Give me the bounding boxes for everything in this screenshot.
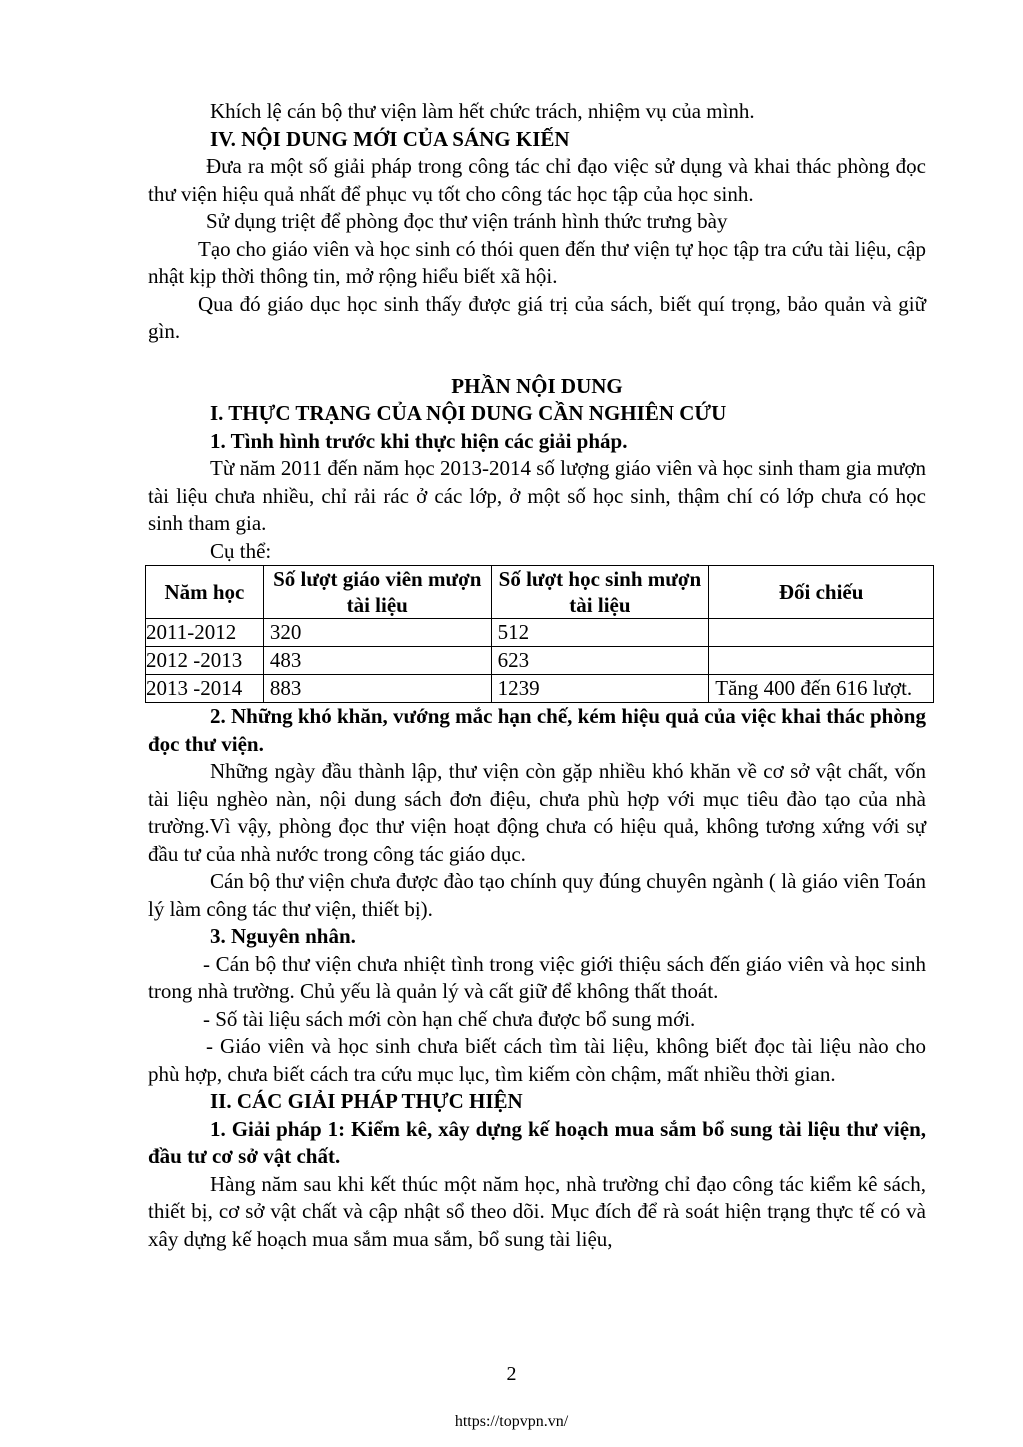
subsection-2-paragraph-2: Cán bộ thư viện chưa được đào tạo chính quy đúng chuyên ngành ( là giáo viên Toán lý làm công tác thư viện, thiết bị). bbox=[148, 869, 926, 921]
table-cell bbox=[709, 619, 934, 647]
subsection-heading-2: 2. Những khó khăn, vướng mắc hạn chế, kém hiệu quả của việc khai thác phòng đọc thư viện. bbox=[148, 704, 926, 756]
subsection-1-paragraph-1: Từ năm 2011 đến năm học 2013-2014 số lượng giáo viên và học sinh tham gia mượn tài liệu chưa nhiều, chỉ rải rác ở các lớp, ở một số học sinh, thậm chí có lớp chưa có học sinh tham gia. bbox=[148, 456, 926, 535]
intro-paragraph-5: Qua đó giáo dục học sinh thấy được giá trị của sách, biết quí trọng, bảo quản và giữ gìn. bbox=[148, 291, 926, 343]
table-row bbox=[146, 619, 934, 647]
table-cell: 2011-2012 bbox=[146, 619, 264, 647]
document-body bbox=[148, 98, 926, 1253]
subsection-3-paragraph-1: - Cán bộ thư viện chưa nhiệt tình trong việc giới thiệu sách đến giáo viên và học sinh trong nhà trường. Chủ yếu là quản lý và cất giữ để không thất thoát. bbox=[148, 951, 926, 1003]
table-cell: 883 bbox=[263, 675, 491, 703]
footer-url: https://topvpn.vn/ bbox=[454, 1413, 569, 1430]
table-row bbox=[146, 647, 934, 675]
intro-paragraph-2: Đưa ra một số giải pháp trong công tác chỉ đạo việc sử dụng và khai thác phòng đọc thư viện hiệu quả nhất để phục vụ tốt cho công tác học tập của học sinh. bbox=[148, 154, 926, 206]
subsection-3-paragraph-2: - Số tài liệu sách mới còn hạn chế chưa được bổ sung mới. bbox=[203, 1006, 696, 1031]
table-cell: 2012 -2013 bbox=[146, 647, 264, 675]
blank-line bbox=[148, 346, 926, 373]
intro-paragraph-3: Sử dụng triệt để phòng đọc thư viện tránh hình thức trưng bày bbox=[206, 209, 728, 233]
page-number: 2 bbox=[506, 1363, 517, 1385]
section-heading-iv: IV. NỘI DUNG MỚI CỦA SÁNG KIẾN bbox=[210, 126, 570, 151]
table-header-cell: Đối chiếu bbox=[709, 566, 934, 619]
table-cell: Tăng 400 đến 616 lượt. bbox=[709, 675, 934, 703]
table-cell: 512 bbox=[491, 619, 709, 647]
subsection-heading-1: 1. Tình hình trước khi thực hiện các giải pháp. bbox=[210, 428, 628, 453]
subsection-2-paragraph-1: Những ngày đầu thành lập, thư viện còn gặp nhiều khó khăn về cơ sở vật chất, vốn tài liệu nghèo nàn, nội dung sách đơn điệu, chưa phù hợp với mục tiêu đào tạo của nhà trường.Vì vậy, phòng đọc thư viện hoạt động chưa có hiệu quả, không tương xứng với sự đầu tư của nhà nước trong công tác giáo dục. bbox=[148, 759, 926, 866]
table-header-cell: Năm học bbox=[146, 566, 264, 619]
table-cell bbox=[709, 647, 934, 675]
table-cell: 483 bbox=[263, 647, 491, 675]
solution-1-heading: 1. Giải pháp 1: Kiểm kê, xây dựng kế hoạch mua sắm bổ sung tài liệu thư viện, đầu tư cơ sở vật chất. bbox=[148, 1116, 926, 1168]
table-header-row bbox=[146, 566, 934, 619]
table-header-cell: Số lượt giáo viên mượn tài liệu bbox=[263, 566, 491, 619]
table-cell: 1239 bbox=[491, 675, 709, 703]
part-title: PHẦN NỘI DUNG bbox=[451, 373, 623, 398]
statistics-table bbox=[145, 565, 934, 703]
section-heading-ii: II. CÁC GIẢI PHÁP THỰC HIỆN bbox=[210, 1089, 523, 1113]
table-header-cell: Số lượt học sinh mượn tài liệu bbox=[491, 566, 709, 619]
table-cell: 320 bbox=[263, 619, 491, 647]
subsection-3-paragraph-3: - Giáo viên và học sinh chưa biết cách tìm tài liệu, không biết đọc tài liệu nào cho phù hợp, chưa biết cách tra cứu mục lục, tìm kiếm còn chậm, mất nhiều thời gian. bbox=[148, 1034, 926, 1086]
solution-1-paragraph-1: Hàng năm sau khi kết thúc một năm học, nhà trường chỉ đạo công tác kiểm kê sách, thiết bị, cơ sở vật chất và cập nhật sổ theo dõi. Mục đích để rà soát hiện trạng thực tế có và xây dựng kế hoạch mua sắm mua sắm, bổ sung tài liệu, bbox=[148, 1171, 926, 1251]
table-cell: 623 bbox=[491, 647, 709, 675]
section-heading-i: I. THỰC TRẠNG CỦA NỘI DUNG CẦN NGHIÊN CỨU bbox=[210, 401, 727, 425]
subsection-1-paragraph-2: Cụ thể: bbox=[210, 538, 272, 563]
table-row bbox=[146, 675, 934, 703]
subsection-heading-3: 3. Nguyên nhân. bbox=[210, 924, 356, 948]
intro-paragraph-4: Tạo cho giáo viên và học sinh có thói quen đến thư viện tự học tập tra cứu tài liệu, cập nhật kịp thời thông tin, mở rộng hiểu biết xã hội. bbox=[148, 236, 926, 288]
intro-paragraph-1: Khích lệ cán bộ thư viện làm hết chức trách, nhiệm vụ của mình. bbox=[210, 99, 755, 123]
table-cell: 2013 -2014 bbox=[146, 675, 264, 703]
